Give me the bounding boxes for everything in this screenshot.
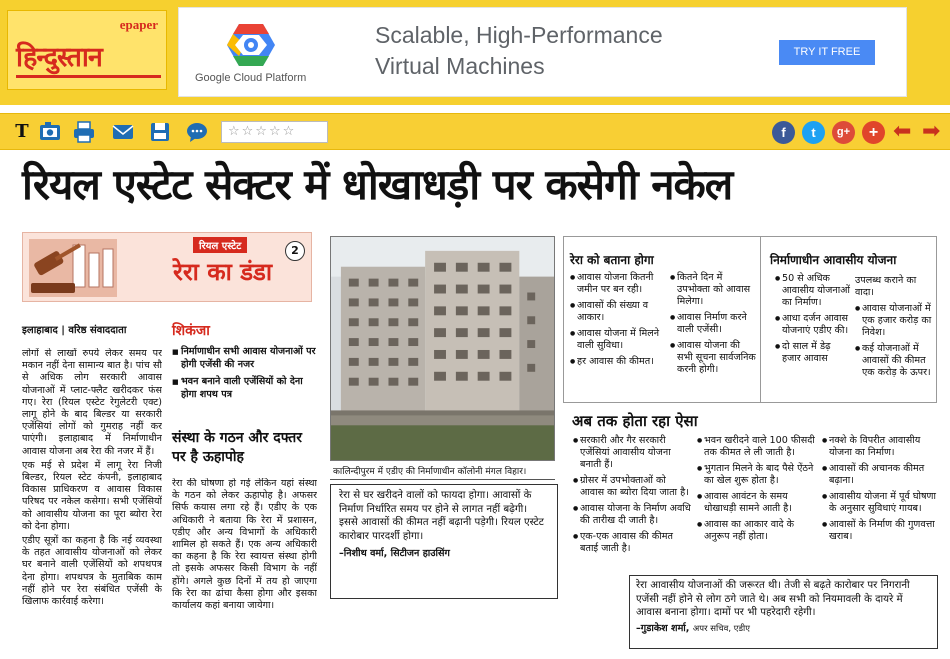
- list-item: ● दो साल में डेढ़ हजार आवास: [775, 341, 852, 365]
- shikanja-list: [172, 346, 320, 406]
- banner-number-badge: 2: [285, 241, 305, 261]
- quote-author: [636, 622, 931, 637]
- list-item: ● हर आवास की कीमत।: [570, 356, 665, 368]
- add-share-icon[interactable]: +: [862, 121, 885, 144]
- quote-box-2: [629, 575, 938, 649]
- shikanja-title: शिकंजा: [172, 323, 210, 339]
- list-item: ● भुगतान मिलने के बाद पैसे ऐंठने का खेल शुरू होता है।: [697, 463, 815, 487]
- list-item: ● आवास निर्माण करने वाली एजेंसी।: [670, 312, 758, 336]
- box-title-rera: रेरा को बताना होगा: [570, 253, 654, 267]
- gavel-illustration: [29, 239, 117, 297]
- list-item: ● कई योजनाओं में आवासों की कीमत एक करोड़ के ऊपर।: [855, 343, 935, 379]
- toolbar: [0, 113, 950, 150]
- try-it-free-button[interactable]: TRY IT FREE: [779, 40, 875, 65]
- list-item: ● सरकारी और गैर सरकारी एजेंसियां आवासीय योजना बनाती हैं।: [573, 435, 693, 471]
- body-column-2: [172, 478, 317, 656]
- google-cloud-icon: [225, 22, 277, 68]
- facebook-icon[interactable]: f: [772, 121, 795, 144]
- gallery-icon[interactable]: [38, 120, 62, 144]
- under-construction-list-1: [775, 273, 852, 369]
- rera-list-2: [670, 272, 758, 380]
- box-title-so-far: अब तक होता रहा ऐसा: [572, 412, 698, 430]
- rera-list-1: [570, 272, 665, 372]
- list-item: ● आवासीय योजना में पूर्व घोषणा के अनुसार सुविधाएं गायब।: [822, 491, 939, 515]
- previous-page-arrow-icon[interactable]: ⬅: [893, 119, 912, 144]
- comment-icon[interactable]: [185, 120, 209, 144]
- rera-banner: [22, 232, 312, 302]
- body-paragraph: एक मई से प्रदेश में लागू रेरा निजी बिल्डर, रियल स्टेट कंपनी, इलाहाबाद विकास प्राधिकरण व आवास विकास परिषद पर नकेल कसेगा। सभी एजेंसियों को आवासीय योजना का पूरा ब्योरा रेरा को देना होगा।: [22, 459, 162, 532]
- email-icon[interactable]: [111, 120, 135, 144]
- list-item: ● आवास योजना में मिलने वाली सुविधा।: [570, 328, 665, 352]
- quote-author-name: –गुडाकेश शर्मा,: [636, 622, 690, 634]
- photo-caption: कालिन्दीपुरम में एडीए की निर्माणाधीन कॉलोनी मंगल विहार।: [330, 462, 555, 480]
- quote-box-1: [330, 484, 558, 599]
- list-item: ● 50 से अधिक आवासीय योजनाओं का निर्माण।: [775, 273, 852, 309]
- body-column-1: [22, 348, 162, 654]
- print-icon[interactable]: [72, 120, 96, 144]
- list-item: ● नक्शे के विपरीत आवासीय योजना का निर्माण।: [822, 435, 939, 459]
- rating-stars[interactable]: ☆☆☆☆☆: [221, 121, 328, 143]
- google-plus-icon[interactable]: g+: [832, 121, 855, 144]
- list-item: ● आवासों की संख्या व आकार।: [570, 300, 665, 324]
- body-paragraph: लोगों से लाखों रुपये लेकर समय पर मकान नहीं देना सामान्य बात है। पांच सौ से अधिक लोग सरकारी आवास योजनाओं में प्लाट-फ्लैट खरीदकर फंस गए। रेरा (रियल एस्टेट रेगुलेटरी एक्ट) लागू होने के बाद बिल्डर या सरकारी एजेंसियां लोगों को गुमराह नहीं कर पाएंगी। इलाहाबाद में निर्माणाधीन आवास योजना अब रेरा की नजर में हैं।: [22, 348, 162, 457]
- subhead: संस्था के गठन और दफ्तर पर है ऊहापोह: [172, 430, 302, 465]
- hindustan-logo[interactable]: [7, 10, 167, 90]
- list-item: ● ग्रोसर में उपभोक्ताओं को आवास का ब्योरा दिया जाता है।: [573, 475, 693, 499]
- ad-banner[interactable]: [178, 7, 907, 97]
- list-item: ● कितने दिन में उपभोक्ता को आवास मिलेगा।: [670, 272, 758, 308]
- so-far-list-2: [697, 435, 815, 547]
- list-item: ● एक-एक आवास की कीमत बताई जाती है।: [573, 531, 693, 555]
- banner-tag: रियल एस्टेट: [193, 237, 247, 253]
- list-item: ● आधा दर्जन आवास योजनाएं एडीए की।: [775, 313, 852, 337]
- list-item: उपलब्ध कराने का वादा।: [855, 275, 917, 298]
- under-construction-list-2: [855, 275, 935, 383]
- so-far-list-3: [822, 435, 939, 547]
- list-item: ● आवास योजनाओं में एक हजार करोड़ का निवेश।: [855, 303, 935, 339]
- building-photo: [330, 236, 555, 461]
- ad-headline-line1: Scalable, High-Performance: [375, 22, 663, 48]
- save-icon[interactable]: [148, 120, 172, 144]
- banner-title: रेरा का डंडा: [173, 258, 273, 286]
- logo-name-text: हिन्दुस्तान: [16, 42, 102, 73]
- so-far-list-1: [573, 435, 693, 559]
- list-item: ● आवास आवंटन के समय धोखाधड़ी सामने आती है।: [697, 491, 815, 515]
- list-item: ● भवन खरीदने वाले 100 फीसदी तक कीमत ले ली जाती है।: [697, 435, 815, 459]
- twitter-icon[interactable]: t: [802, 121, 825, 144]
- box-title-under-construction: निर्माणाधीन आवासीय योजना: [770, 253, 897, 267]
- body-paragraph: एडीए सूत्रों का कहना है कि नई व्यवस्था के तहत आवासीय योजनाओं को लेकर घर बनाने वाली एजेंसियों को शपथपत्र देना होगा। शपथपत्र के मुताबिक काम नहीं होने पर रेरा संबंधित एजेंसी के खिलाफ कार्रवाई करेगा।: [22, 535, 162, 608]
- info-box-divider: [760, 236, 761, 403]
- article-headline: रियल एस्टेट सेक्टर में धोखाधड़ी पर कसेगी नकेल: [22, 160, 733, 209]
- article-page: [0, 151, 950, 659]
- shikanja-item: ■ निर्माणाधीन सभी आवास योजनाओं पर होगी एजेंसी की नजर: [172, 346, 320, 371]
- list-item: ● आवास योजना कितनी जमीन पर बन रही।: [570, 272, 665, 296]
- quote-text: रेरा से घर खरीदने वालों को फायदा होगा। आवासों के निर्माण निर्धारित समय पर होने से लागत नहीं बढ़ेगी। इससे आवासों की कीमत नहीं बढ़ानी पड़ेगी। रियल एस्टेट कारोबार पारदर्शी होगा।: [339, 490, 544, 542]
- list-item: ● आवास योजना की सभी सूचना सार्वजनिक करनी होगी।: [670, 340, 758, 376]
- list-item: ● आवासों की अचानक कीमत बढ़ाना।: [822, 463, 939, 487]
- quote-author-role: अपर सचिव, एडीए: [692, 623, 750, 634]
- logo-epaper-text: epaper: [119, 17, 158, 32]
- list-item: ● आवास योजना के निर्माण अवधि की तारीख दी जाती है।: [573, 503, 693, 527]
- top-header: [0, 0, 950, 105]
- gcp-brand-text: Google Cloud Platform: [195, 72, 307, 84]
- list-item: ● आवास का आकार वादे के अनुरूप नहीं होता।: [697, 519, 815, 543]
- body-paragraph: रेरा की घोषणा हो गई लेकिन यहां संस्था के गठन को लेकर ऊहापोह है। अफसर सिर्फ कयास लगा रहे हैं। एडीए के एक अधिकारी ने बताया कि रेरा में प्रशासन, एडीए और अन्य विभागों के अधिकारी शामिल हो सकते हैं। एक अन्य अधिकारी का कहना है कि रेरा स्वायत्त संस्था होगी तो इसके अफसर किसी विभाग के नहीं होंगे। अगले कुछ दिनों में तय हो जाएगा कि रेरा का ढांचा कैसा होगा और इसका कार्यालय कहां बनाया जायेगा।: [172, 478, 317, 612]
- quote-author: –निशीथ वर्मा, सिटीजन हाउसिंग: [339, 548, 450, 559]
- quote-text: रेरा आवासीय योजनाओं की जरूरत थी। तेजी से बढ़ते कारोबार पर निगरानी एजेंसी नहीं होने से लोग ठगे जाते थे। अब सभी को नियमावली के दायरे में आवास बनाना होगा। दामों पर भी पहरेदारी रहेगी।: [636, 580, 910, 618]
- logo-underline: [16, 75, 161, 78]
- text-mode-icon[interactable]: T: [15, 121, 29, 142]
- dateline: इलाहाबाद | वरिष्ठ संवाददाता: [22, 325, 127, 336]
- shikanja-item: ■ भवन बनाने वाली एजेंसियों को देना होगा शपथ पत्र: [172, 376, 320, 401]
- ad-headline-line2: Virtual Machines: [375, 53, 545, 79]
- list-item: ● आवासों के निर्माण की गुणवत्ता खराब।: [822, 519, 939, 543]
- next-page-arrow-icon[interactable]: ➡: [922, 119, 941, 144]
